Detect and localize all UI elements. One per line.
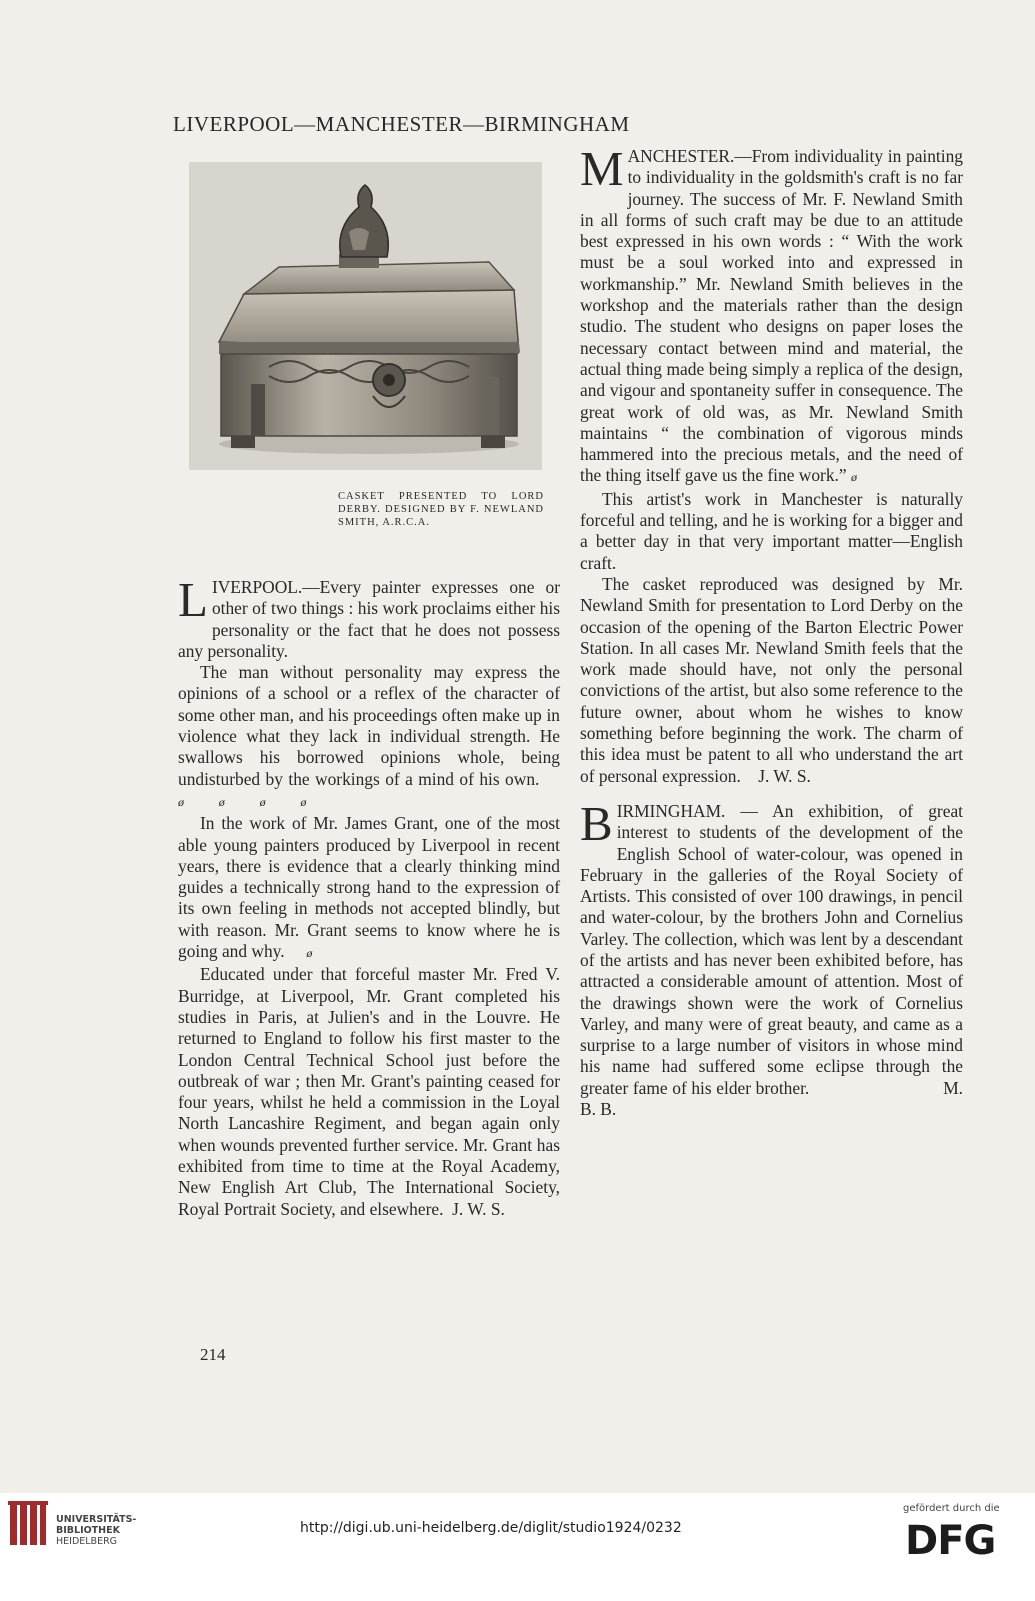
page-header: LIVERPOOL—MANCHESTER—BIRMINGHAM: [173, 112, 630, 136]
birmingham-signature: M. B. B.: [580, 1077, 963, 1120]
manchester-paragraph-1: MANCHESTER.—From individuality in painting to individuality in the goldsmith's craft is no far journey. The success of Mr. F. Newland Smith in all forms of such craft may be due to an attitude best expressed in his own words : “ With the work must be a soul worked into and expressed in workmanship.” Mr. Newland Smith believes in the workshop and the materials rather than the design studio. The student who designs on paper loses the necessary contact between mind and material, the actual thing made being simply a replica of the design, and vigour and spontaneity suffer in consequence. The great work of old was, as Mr. Newland Smith maintains “ the combination of vigorous minds hammered into the precious metals, and the need of the thing itself gave us the fine work.” ø: [580, 141, 963, 486]
birmingham-dropcap: B: [580, 795, 613, 851]
university-library-logo: [8, 1501, 48, 1549]
manchester-birmingham-column: [580, 141, 963, 1120]
manchester-paragraph-2: This artist's work in Manchester is naturally forceful and telling, and he is working for a bigger and a better day in that very important matter—English craft.: [580, 488, 963, 573]
leaf-ornament: ø: [218, 794, 225, 809]
leaf-ornament: ø: [306, 946, 313, 961]
liverpool-paragraph-3: In the work of Mr. James Grant, one of the most able young painters produced by Liverpool in recent years, there is evidence that a clearly thinking mind guides a technically strong hand to the expression of its own feeling in methods not accepted blindly, but with reason. Mr. Grant seems to know where he is going and why. ø: [178, 813, 560, 962]
page-number: 214: [200, 1345, 226, 1364]
leaf-ornament: ø: [850, 470, 857, 485]
leaf-ornament: ø: [259, 794, 266, 809]
manchester-dropcap: M: [580, 141, 624, 196]
casket-photo: [189, 162, 542, 470]
manchester-paragraph-3: The casket reproduced was designed by Mr. Newland Smith for presentation to Lord Derby on the occasion of the opening of the Barton Electric Power Station. In all cases Mr. Newland Smith feels that the work made should have, not only the personal convictions of the artist, but also some reference to the future owner, about whom he wishes to know something before beginning the work. The charm of this idea must be patent to all who understand the art of personal expression. J. W. S.: [580, 573, 963, 786]
section-gap: [580, 787, 963, 801]
dfg-logo: DFG: [905, 1518, 996, 1564]
liverpool-signature: J. W. S.: [452, 1198, 505, 1219]
liverpool-column: [178, 572, 560, 1220]
liverpool-dropcap: L: [178, 572, 208, 627]
liverpool-paragraph-4: Educated under that forceful master Mr. Fred V. Burridge, at Liverpool, Mr. Grant completed his studies in Paris, at Julien's and in the Louvre. He returned to England to follow his first master to the London Central Technical School just before the outbreak of war ; then Mr. Grant's painting ceased for four years, whilst he held a commission in the Loyal North Lancashire Regiment, and began again only when wounds prevented further service. Mr. Grant has exhibited from time to time at the Royal Academy, New English Art Club, The International Society, Royal Portrait Society, and elsewhere. J. W. S.: [178, 964, 560, 1219]
library-name: UNIVERSITÄTS- BIBLIOTHEK HEIDELBERG: [56, 1514, 137, 1547]
manchester-signature: J. W. S.: [758, 765, 811, 786]
funded-by-label: gefördert durch die: [903, 1503, 1000, 1514]
leaf-ornament: ø: [300, 794, 307, 809]
liverpool-paragraph-2: The man without personality may express the opinions of a school or a reflex of the character of some other man, and his proceedings often make up in violence what they lack in individual strength. He swallows his borrowed opinions whole, being undisturbed by the workings of a mind of his own. ø ø ø ø: [178, 662, 560, 809]
footer-bar: [0, 1493, 1035, 1601]
photo-caption: CASKET PRESENTED TO LORD DERBY. DESIGNED BY F. NEWLAND SMITH, A.R.C.A.: [338, 491, 544, 528]
casket-illustration: [189, 162, 542, 470]
birmingham-paragraph-1: BIRMINGHAM. — An exhibition, of great interest to students of the development of the English School of water-colour, was opened in February in the galleries of the Royal Society of Artists. This consisted of over 100 drawings, in pencil and water-colour, by the brothers John and Cornelius Varley. The collection, which was lent by a descendant of the artists and has never been exhibited before, has attracted a considerable amount of attention. Most of the drawings shown were the work of Cornelius Varley, and many were of great beauty, and came as a surprise to a large number of visitors in whose mind his name had suffered some eclipse through the greater fame of his elder brother. M. B. B.: [580, 795, 963, 1120]
leaf-ornament: ø: [178, 794, 184, 809]
liverpool-paragraph-1: LIVERPOOL.—Every painter expresses one or other of two things : his work proclaims either his personality or the fact that he does not possess any personality.: [178, 572, 560, 661]
source-url-link[interactable]: http://digi.ub.uni-heidelberg.de/diglit/studio1924/0232: [300, 1520, 682, 1536]
